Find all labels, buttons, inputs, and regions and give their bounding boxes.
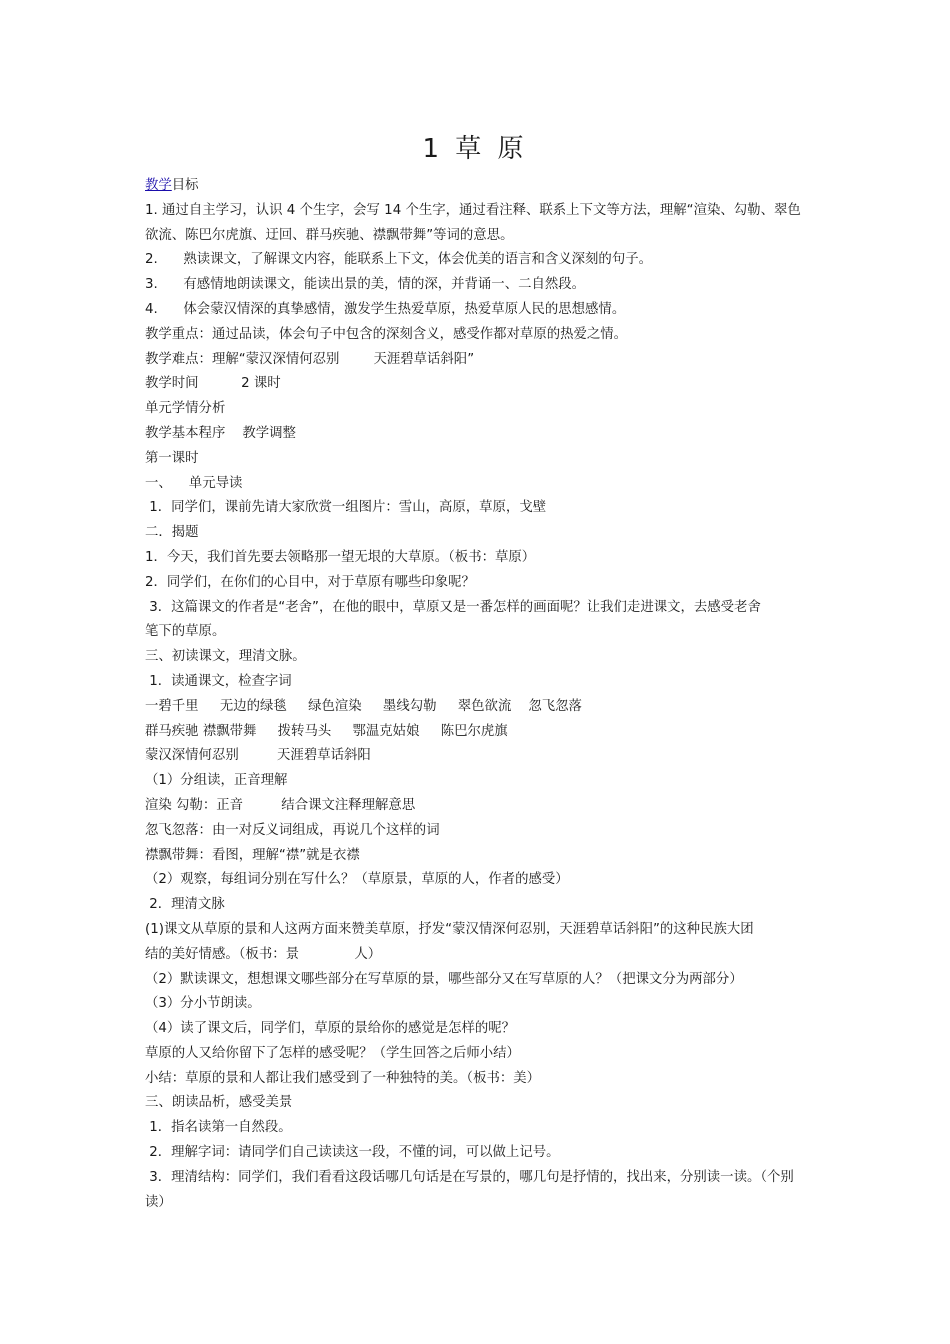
text-line: 二．揭题	[145, 525, 199, 541]
goal-heading-text: 目标	[171, 178, 199, 193]
text-line: 3．这篇课文的作者是“老舍”，在他的眼中，草原又是一番怎样的画面呢？让我们走进课文，去感受老舍	[145, 599, 761, 615]
text-line: （2）观察，每组词分别在写什么？（草原景，草原的人，作者的感受）	[145, 872, 569, 888]
text-line: 2．理解字词：请同学们自己读读这一段，不懂的词，可以做上记号。	[145, 1145, 560, 1161]
text-line: 一碧千里 无边的绿毯 绿色渲染 墨线勾勒 翠色欲流 忽飞忽落	[145, 698, 582, 714]
text-line: 1．读通课文，检查字词	[145, 673, 292, 689]
document-body	[145, 174, 810, 1215]
text-line: （2）默读课文，想想课文哪些部分在写草原的景，哪些部分又在写草原的人？（把课文分为两部分）	[145, 971, 743, 987]
text-line: 三、初读课文，理清文脉。	[145, 649, 306, 665]
text-line: （1）分组读，正音理解	[145, 773, 288, 789]
text-line: 三、朗读品析，感受美景	[145, 1095, 293, 1111]
text-line: 4. 体会蒙汉情深的真挚感情，激发学生热爱草原，热爱草原人民的思想感情。	[145, 301, 626, 317]
text-line: 草原的人又给你留下了怎样的感受呢？（学生回答之后师小结）	[145, 1045, 520, 1061]
page-title: 1 草 原	[422, 134, 528, 164]
text-line: 襟飘带舞：看图，理解“襟”就是衣襟	[145, 847, 360, 863]
text-line: 2. 熟读课文，了解课文内容，能联系上下文，体会优美的语言和含义深刻的句子。	[145, 252, 652, 268]
text-line: (1)课文从草原的景和人这两方面来赞美草原，抒发“蒙汉情深何忍别，天涯碧草话斜阳”的这种民族大团	[145, 921, 754, 937]
text-line: 1．指名读第一自然段。	[145, 1120, 292, 1136]
paragraph-lines	[145, 199, 810, 1216]
text-line: 1. 通过自主学习，认识 4 个生字，会写 14 个生字，通过看注释、联系上下文等方法，理解“渲染、勾勒、翠色	[145, 202, 801, 218]
text-line: 读）	[145, 1194, 172, 1210]
text-line: 3. 有感情地朗读课文，能读出景的美，情的深，并背诵一、二自然段。	[145, 277, 586, 293]
text-line: 笔下的草原。	[145, 624, 226, 640]
text-line: （4）读了课文后，同学们，草原的景给你的感觉是怎样的呢？	[145, 1021, 516, 1037]
goal-heading	[145, 174, 810, 199]
text-line: 教学难点：理解“蒙汉深情何忍别 天涯碧草话斜阳”	[145, 351, 475, 367]
text-line: 群马疾驰 襟飘带舞 拨转马头 鄂温克姑娘 陈巴尔虎旗	[145, 723, 508, 739]
text-line: 一、 单元导读	[145, 475, 243, 491]
text-line: 1．同学们，课前先请大家欣赏一组图片：雪山，高原，草原，戈壁	[145, 500, 547, 516]
text-line: 渲染 勾勒：正音 结合课文注释理解意思	[145, 797, 416, 813]
text-line: 忽飞忽落：由一对反义词组成，再说几个这样的词	[145, 822, 440, 838]
jiaoxue-link[interactable]: 教学	[145, 178, 172, 193]
text-line: 欲流、陈巴尔虎旗、迂回、群马疾驰、襟飘带舞”等词的意思。	[145, 227, 514, 243]
text-line: （3）分小节朗读。	[145, 996, 261, 1012]
text-line: 3．理清结构：同学们，我们看看这段话哪几句话是在写景的，哪几句是抒情的，找出来，分别读一读。（个别	[145, 1169, 794, 1185]
text-line: 单元学情分析	[145, 401, 226, 417]
text-line: 教学重点：通过品读，体会句子中包含的深刻含义，感受作都对草原的热爱之情。	[145, 326, 628, 342]
text-line: 结的美好情感。（板书：景 人）	[145, 946, 382, 962]
text-line: 教学基本程序 教学调整	[145, 425, 296, 441]
text-line: 1．今天，我们首先要去领略那一望无垠的大草原。（板书：草原）	[145, 549, 536, 565]
text-line: 蒙汉深情何忍别 天涯碧草话斜阳	[145, 748, 371, 764]
text-line: 2．理清文脉	[145, 897, 225, 913]
text-line: 2．同学们，在你们的心目中，对于草原有哪些印象呢？	[145, 574, 475, 590]
text-line: 教学时间 2 课时	[145, 376, 281, 392]
text-line: 小结：草原的景和人都让我们感受到了一种独特的美。（板书：美）	[145, 1070, 541, 1086]
text-line: 第一课时	[145, 450, 199, 466]
